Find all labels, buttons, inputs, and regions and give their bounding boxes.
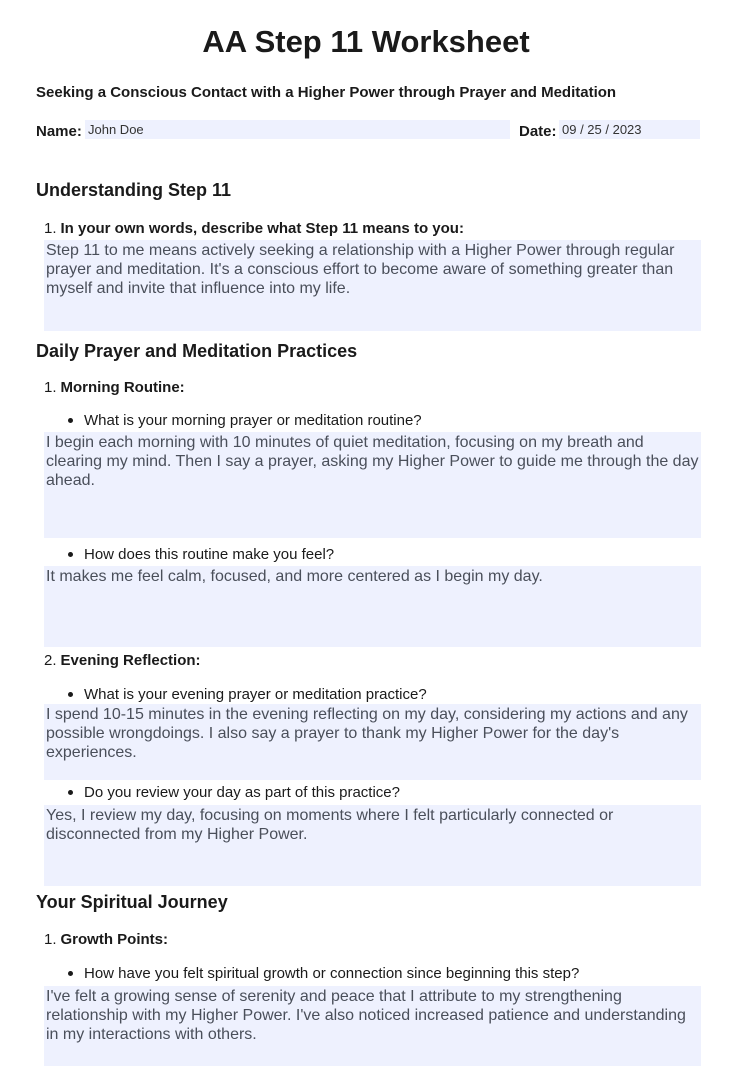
bullet-dot-icon <box>68 418 73 423</box>
question-number: 2. <box>44 652 57 669</box>
question-evening-reflection <box>44 652 201 669</box>
answer-step11-meaning[interactable]: Step 11 to me means actively seeking a relationship with a Higher Power through regular prayer and meditation. It's a conscious effort to become aware of something greater than myself and invite that influence into my life. <box>44 240 701 331</box>
section-heading-understanding: Understanding Step 11 <box>36 180 232 200</box>
answer-evening-review[interactable]: Yes, I review my day, focusing on moments where I felt particularly connected or disconnected from my Higher Power. <box>44 805 701 886</box>
answer-morning-feel[interactable]: It makes me feel calm, focused, and more centered as I begin my day. <box>44 566 701 647</box>
question-label: Evening Reflection: <box>60 652 201 669</box>
bullet-text: Do you review your day as part of this practice? <box>84 784 400 801</box>
date-field[interactable]: 09 / 25 / 2023 <box>559 120 700 139</box>
bullet-evening-review <box>68 784 400 801</box>
name-label: Name: <box>36 123 82 140</box>
question-growth-points <box>44 931 168 948</box>
bullet-dot-icon <box>68 971 73 976</box>
bullet-text: What is your morning prayer or meditation routine? <box>84 412 422 429</box>
question-number: 1. <box>44 220 57 237</box>
name-field[interactable]: John Doe <box>85 120 510 139</box>
bullet-dot-icon <box>68 790 73 795</box>
question-label: In your own words, describe what Step 11 means to you: <box>60 220 464 237</box>
section-heading-daily-practices: Daily Prayer and Meditation Practices <box>36 341 358 361</box>
bullet-evening-practice <box>68 686 427 703</box>
bullet-text: How does this routine make you feel? <box>84 546 335 563</box>
answer-morning-routine[interactable]: I begin each morning with 10 minutes of quiet meditation, focusing on my breath and clearing my mind. Then I say a prayer, asking my Higher Power to guide me through the day ahead. <box>44 432 701 538</box>
question-number: 1. <box>44 931 57 948</box>
question-number: 1. <box>44 379 57 396</box>
bullet-growth <box>68 965 579 982</box>
page-subtitle: Seeking a Conscious Contact with a Higher Power through Prayer and Meditation <box>36 84 617 101</box>
section-heading-spiritual-journey: Your Spiritual Journey <box>36 892 228 912</box>
answer-growth[interactable]: I've felt a growing sense of serenity and peace that I attribute to my strengthening relationship with my Higher Power. I've also noticed increased patience and understanding in my interactions with others. <box>44 986 701 1066</box>
page-title: AA Step 11 Worksheet <box>202 24 530 59</box>
bullet-text: How have you felt spiritual growth or connection since beginning this step? <box>84 965 580 982</box>
date-label: Date: <box>519 123 557 140</box>
bullet-text: What is your evening prayer or meditation practice? <box>84 686 427 703</box>
bullet-dot-icon <box>68 692 73 697</box>
bullet-morning-routine <box>68 412 422 429</box>
bullet-morning-feel <box>68 546 334 563</box>
question-step11-meaning <box>44 220 464 237</box>
question-label: Growth Points: <box>60 931 169 948</box>
answer-evening-practice[interactable]: I spend 10-15 minutes in the evening reflecting on my day, considering my actions and any possible wrongdoings. I also say a prayer to thank my Higher Power for the day's experiences. <box>44 704 701 780</box>
bullet-dot-icon <box>68 552 73 557</box>
question-label: Morning Routine: <box>60 379 185 396</box>
question-morning-routine <box>44 379 185 396</box>
